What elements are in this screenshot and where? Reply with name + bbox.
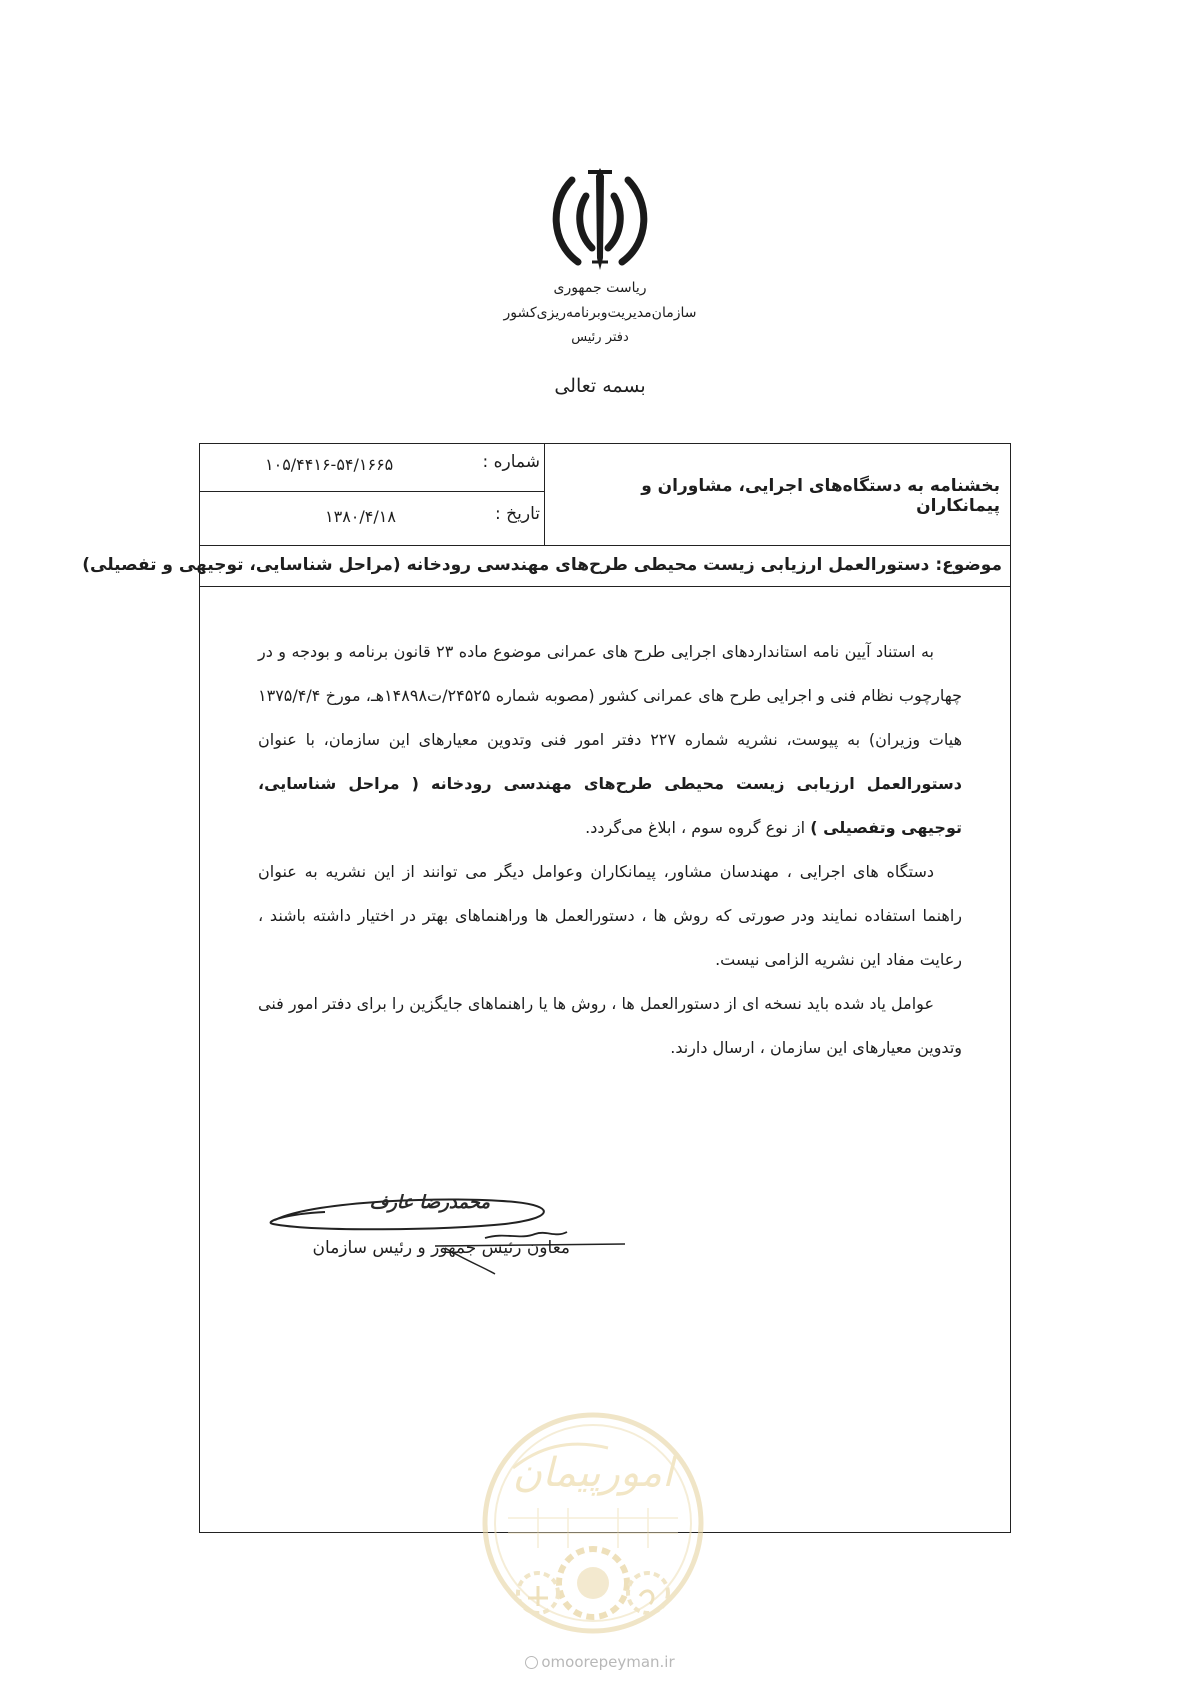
recipients-heading: بخشنامه به دستگاه‌های اجرایی، مشاوران و پیمانکاران — [641, 476, 1000, 516]
paragraph-1-end: از نوع گروه سوم ، ابلاغ می‌گردد. — [585, 818, 806, 837]
site-watermark — [480, 1653, 720, 1671]
date-label: تاریخ : — [495, 504, 540, 524]
letter-number: ۱۰۵/۴۴۱۶-۵۴/۱۶۶۵ — [265, 455, 394, 474]
meta-row-divider — [199, 491, 544, 492]
subject-line: موضوع: دستورالعمل ارزیابی زیست محیطی طرح‌های مهندسی رودخانه (مراحل شناسایی، توجیهی و تفصیلی) — [82, 555, 1002, 575]
letterhead-presidency: ریاست جمهوری — [553, 280, 647, 296]
number-label: شماره : — [482, 452, 540, 472]
letter-body — [258, 630, 962, 1070]
globe-icon — [525, 1656, 538, 1669]
body-paragraph-3: عوامل یاد شده باید نسخه ای از دستورالعمل ها ، روش ها یا راهنماهای جایگزین را برای دفتر امور فنی وتدوین معیارهای این سازمان ، ارسال دارند. — [258, 994, 962, 1057]
site-url: omoorepeyman.ir — [541, 1653, 675, 1671]
paragraph-1-intro: به استناد آیین نامه استانداردهای اجرایی طرح های عمرانی موضوع ماده ۲۳ قانون برنامه و بودجه و در چهارچوب نظام فنی و اجرایی طرح های عمرانی کشور (مصوبه شماره ۲۴۵۲۵/ت۱۴۸۹۸هـ، مورخ ۱۳۷۵/۴/۴ هیات وزیران) به پیوست، نشریه شماره ۲۲۷ دفتر امور فنی وتدوین معیارهای این سازمان، با عنوان — [258, 642, 963, 749]
signatory-title: معاون رئیس جمهور و رئیس سازمان — [312, 1238, 570, 1258]
watermark-seal-icon — [478, 1408, 708, 1638]
meta-column-divider — [544, 443, 545, 545]
bismillah: بسمه تعالی — [554, 375, 646, 397]
letterhead-office: دفتر رئیس — [571, 330, 629, 345]
signatory-name: محمدرضا عارف — [369, 1192, 490, 1213]
body-paragraph-1 — [258, 630, 962, 850]
publication-title: دستورالعمل ارزیابی زیست محیطی طرح‌های مهندسی رودخانه ( مراحل شناسایی، توجیهی وتفصیلی ) — [258, 774, 962, 837]
iran-emblem-icon — [548, 162, 652, 278]
letterhead-organization: سازمان‌مدیریت‌وبرنامه‌ریزی‌کشور — [503, 305, 697, 321]
subject-divider — [199, 586, 1011, 587]
header-divider — [199, 545, 1011, 546]
watermark-text: امورپیمان — [512, 1450, 674, 1496]
letter-date: ۱۳۸۰/۴/۱۸ — [325, 507, 396, 526]
body-paragraph-2: دستگاه های اجرایی ، مهندسان مشاور، پیمانکاران وعوامل دیگر می توانند از این نشریه به عنوان راهنما استفاده نمایند ودر صورتی که روش ها ، دستورالعمل ها وراهنماهای بهتر در اختیار داشته باشند ، رعایت مفاد این نشریه الزامی نیست. — [258, 862, 962, 969]
